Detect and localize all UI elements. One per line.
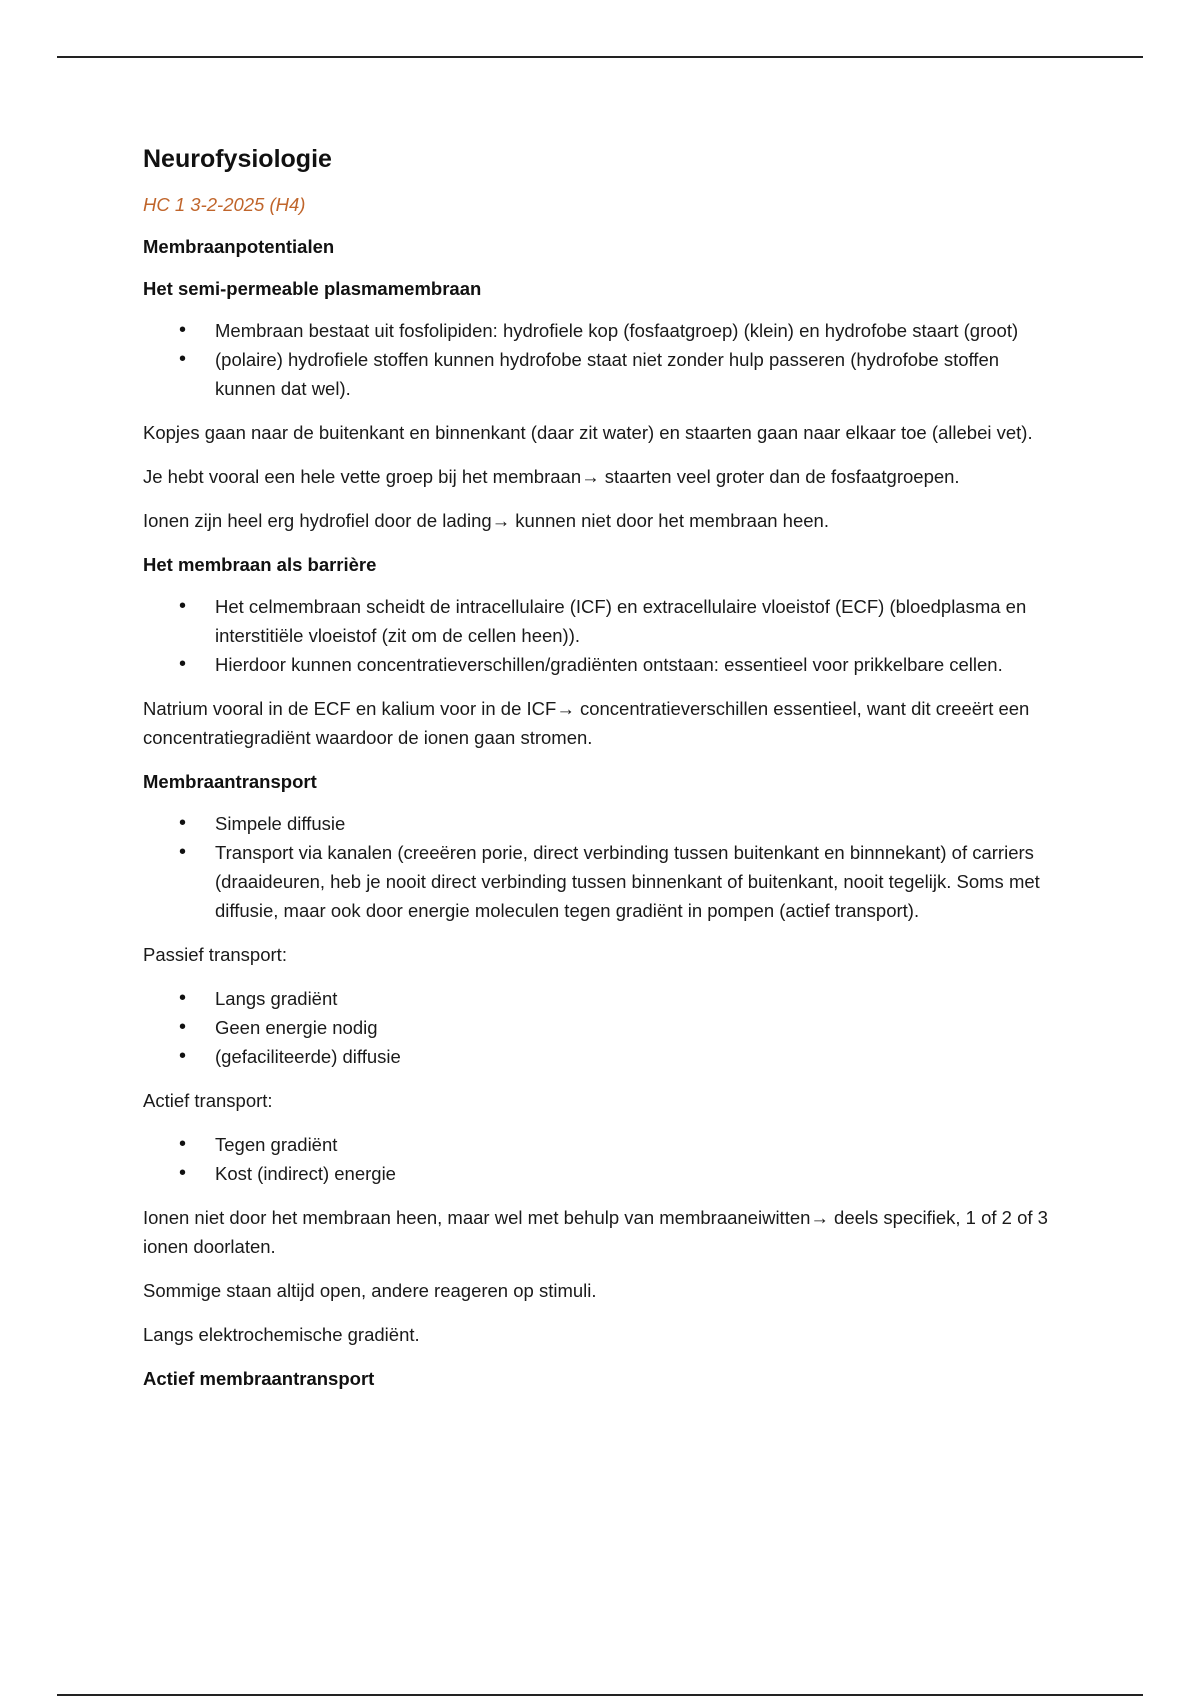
bottom-rule: [57, 1694, 1143, 1696]
paragraph: Ionen zijn heel erg hydrofiel door de lading→ kunnen niet door het membraan heen.: [143, 510, 829, 531]
heading-semi-permeable: Het semi-permeable plasmamembraan: [143, 278, 482, 299]
paragraph: Natrium vooral in de ECF en kalium voor in de ICF→ concentratieverschillen essentieel, want dit creeërt een concentratiegradiënt waardoor de ionen gaan stromen.: [143, 698, 1030, 748]
page-title: Neurofysiologie: [143, 145, 332, 173]
list-item: • (polaire) hydrofiele stoffen kunnen hydrofobe staat niet zonder hulp passeren (hydrofobe stoffen kunnen dat wel).: [215, 345, 1063, 403]
list-item: • Membraan bestaat uit fosfolipiden: hydrofiele kop (fosfaatgroep) (klein) en hydrofobe staart (groot): [215, 316, 1063, 345]
list-item: • Langs gradiënt: [215, 984, 1063, 1013]
actief-label: Actief transport:: [143, 1090, 273, 1111]
list-item: • Simpele diffusie: [215, 809, 1063, 838]
bullet-list-passief: [143, 984, 1063, 1071]
list-item: • Kost (indirect) energie: [215, 1159, 1063, 1188]
list-item: • Hierdoor kunnen concentratieverschillen/gradiënten ontstaan: essentieel voor prikkelbare cellen.: [215, 650, 1063, 679]
passief-label: Passief transport:: [143, 944, 287, 965]
paragraph: Ionen niet door het membraan heen, maar wel met behulp van membraaneiwitten→ deels specifiek, 1 of 2 of 3 ionen doorlaten.: [143, 1207, 1048, 1257]
heading-actief-membraantransport: Actief membraantransport: [143, 1368, 375, 1389]
list-item: • (gefaciliteerde) diffusie: [215, 1042, 1063, 1071]
paragraph: Langs elektrochemische gradiënt.: [143, 1324, 420, 1345]
heading-membraantransport: Membraantransport: [143, 771, 317, 792]
list-item: • Het celmembraan scheidt de intracellulaire (ICF) en extracellulaire vloeistof (ECF) (bloedplasma en interstitiële vloeistof (zit om de cellen heen)).: [215, 592, 1063, 650]
list-item: • Transport via kanalen (creeëren porie, direct verbinding tussen buitenkant en binnnekant) of carriers (draaideuren, heb je nooit direct verbinding tussen binnenkant of buitenkant, nooit tegelijk. Soms met diffusie, maar ook door energie moleculen tegen gradiënt in pompen (actief transport).: [215, 838, 1063, 925]
bullet-list-barriere: [143, 592, 1063, 679]
bullet-list-membraantransport: [143, 809, 1063, 925]
heading-barriere: Het membraan als barrière: [143, 554, 377, 575]
bullet-list-actief: [143, 1130, 1063, 1188]
paragraph: Je hebt vooral een hele vette groep bij het membraan→ staarten veel groter dan de fosfaatgroepen.: [143, 466, 960, 487]
list-item: • Geen energie nodig: [215, 1013, 1063, 1042]
paragraph: Kopjes gaan naar de buitenkant en binnenkant (daar zit water) en staarten gaan naar elkaar toe (allebei vet).: [143, 422, 1033, 443]
paragraph: Sommige staan altijd open, andere reageren op stimuli.: [143, 1280, 597, 1301]
document-body: [143, 142, 1063, 1406]
top-rule: [57, 56, 1143, 58]
heading-membraanpotentialen: Membraanpotentialen: [143, 236, 335, 257]
list-item: • Tegen gradiënt: [215, 1130, 1063, 1159]
lecture-subtitle: HC 1 3-2-2025 (H4): [143, 194, 306, 215]
bullet-list-semi-permeable: [143, 316, 1063, 403]
